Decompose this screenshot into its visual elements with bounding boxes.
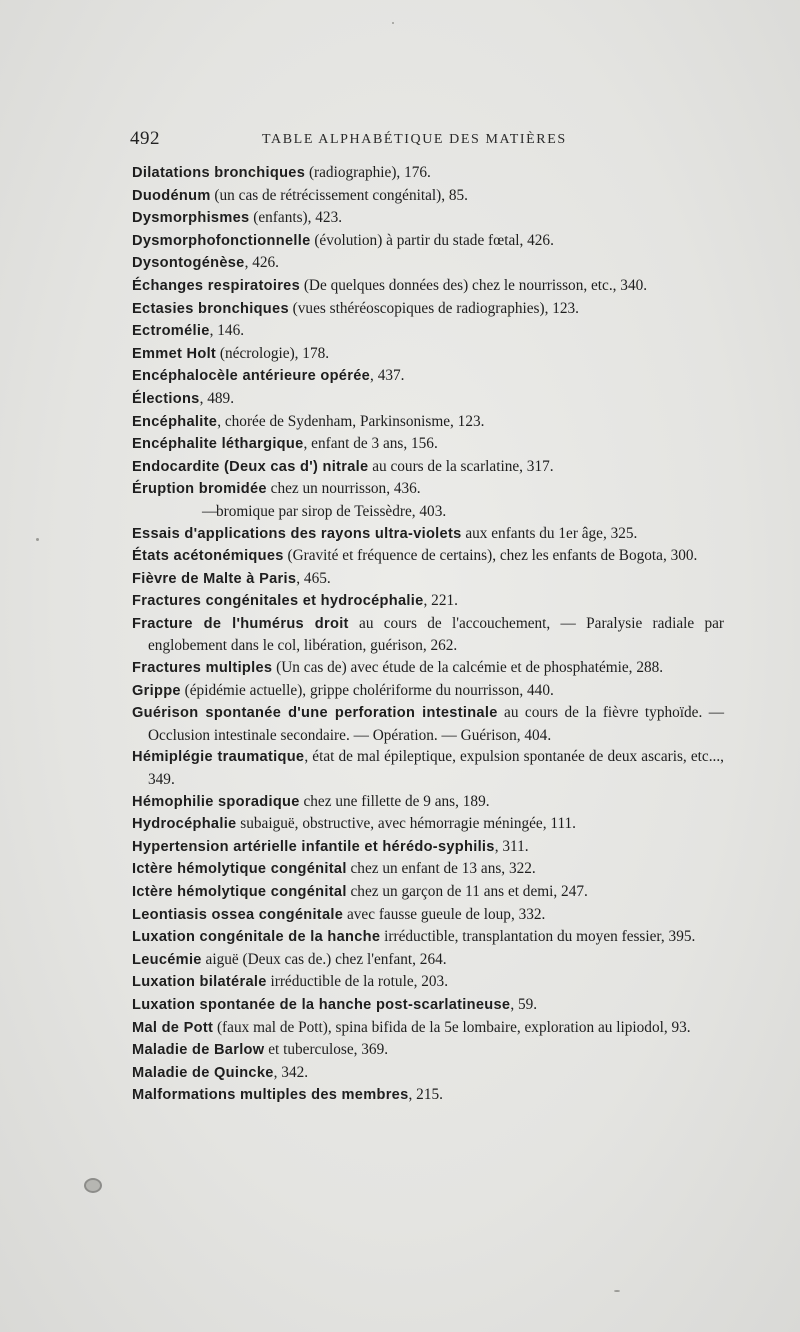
entry-detail: irréductible, transplantation du moyen fessier, 395. xyxy=(380,928,696,946)
entry-detail: au cours de l'accouchement, — Paralysie radiale par englobement dans le col, libération, guérison, 262. xyxy=(148,614,724,655)
index-entry xyxy=(132,433,724,456)
index-entry xyxy=(132,881,724,904)
index-entry xyxy=(132,904,724,927)
index-entry xyxy=(132,702,724,746)
entry-term: Fièvre de Malte à Paris xyxy=(132,570,297,587)
index-entry xyxy=(132,791,724,814)
page-number: 492 xyxy=(130,128,160,149)
entry-term: Ictère hémolytique congénital xyxy=(132,884,347,900)
entry-term: États acétonémiques xyxy=(132,548,284,565)
entry-term: Échanges respiratoires xyxy=(132,277,301,294)
entry-detail: subaiguë, obstructive, avec hémorragie méningée, 111. xyxy=(236,815,576,833)
entry-term: Dilatations bronchiques xyxy=(132,165,306,181)
index-entry xyxy=(132,836,724,859)
index-entry xyxy=(132,590,724,613)
entry-term: Élections xyxy=(132,390,200,407)
entry-detail: , 437. xyxy=(370,367,405,385)
paper-speck xyxy=(392,22,394,24)
index-entry xyxy=(132,1039,724,1062)
index-entry xyxy=(132,320,724,343)
entry-detail: , 342. xyxy=(273,1063,309,1081)
entry-term: Duodénum xyxy=(132,187,211,204)
entry-term: Essais d'applications des rayons ultra-violets xyxy=(132,525,462,542)
entry-detail: , état de mal épileptique, expulsion spontanée de deux ascaris, etc..., 349. xyxy=(148,748,724,789)
entry-detail: chez un nourrisson, 436. xyxy=(266,480,421,498)
entry-detail: , 465. xyxy=(296,569,331,587)
entry-term: Dysmorphofonctionnelle xyxy=(132,232,311,249)
entry-detail: (évolution) à partir du stade fœtal, 426. xyxy=(310,231,554,249)
index-entry xyxy=(132,411,724,434)
entry-detail: (vues sthéréoscopiques de radiographies), 123. xyxy=(288,299,579,317)
entry-term: Grippe xyxy=(132,682,181,699)
entry-term: Encéphalite léthargique xyxy=(132,436,304,453)
entry-term: Endocardite (Deux cas d') nitrale xyxy=(132,458,369,475)
entry-term: Dysmorphismes xyxy=(132,210,250,227)
entry-detail: (enfants), 423. xyxy=(249,209,343,227)
entry-term: Emmet Holt xyxy=(132,345,217,362)
index-entry xyxy=(132,252,724,275)
entry-detail: irréductible de la rotule, 203. xyxy=(266,973,449,991)
entry-detail: et tuberculose, 369. xyxy=(264,1041,389,1059)
entry-detail: au cours de la fièvre typhoïde. — Occlusion intestinale secondaire. — Opération. — Guérison, 404. xyxy=(148,704,724,744)
entry-term: Leontiasis ossea congénitale xyxy=(132,906,344,923)
index-entry xyxy=(132,456,724,479)
entry-term: Maladie de Barlow xyxy=(132,1042,265,1059)
entry-detail: (Un cas de) avec étude de la calcémie et de phosphatémie, 288. xyxy=(272,659,664,677)
entry-term: Luxation congénitale de la hanche xyxy=(132,929,381,946)
entry-term: Guérison spontanée d'une perforation intestinale xyxy=(132,705,498,722)
index-entry xyxy=(132,568,724,591)
entry-term: Leucémie xyxy=(132,951,202,968)
entry-detail: aux enfants du 1er âge, 325. xyxy=(461,524,638,542)
entry-detail: avec fausse gueule de loup, 332. xyxy=(343,905,546,923)
index-entry xyxy=(132,365,724,388)
index-entry xyxy=(132,298,724,321)
entry-term: Maladie de Quincke xyxy=(132,1064,274,1081)
index-entry xyxy=(132,162,724,185)
entry-term: Fracture de l'humérus droit xyxy=(132,615,349,632)
index-entry xyxy=(132,388,724,411)
entry-detail: au cours de la scarlatine, 317. xyxy=(368,457,554,475)
index-entry xyxy=(132,994,724,1017)
ditto-dash: — xyxy=(202,502,218,520)
index-entry xyxy=(132,926,724,949)
index-entry xyxy=(132,523,724,546)
entry-detail: , 489. xyxy=(199,389,235,407)
paper-speck xyxy=(614,1290,620,1292)
index-entry xyxy=(132,971,724,994)
entry-term: Malformations multiples des membres xyxy=(132,1087,409,1104)
entry-detail: aiguë (Deux cas de.) chez l'enfant, 264. xyxy=(201,950,447,968)
index-list xyxy=(132,162,724,1107)
entry-detail: , enfant de 3 ans, 156. xyxy=(303,435,438,453)
entry-term: Fractures multiples xyxy=(132,660,273,677)
index-entry xyxy=(132,185,724,208)
entry-detail: (Gravité et fréquence de certains), chez les enfants de Bogota, 300. xyxy=(283,547,698,565)
entry-term: Dysontogénèse xyxy=(132,255,245,272)
entry-term: Éruption bromidée xyxy=(132,481,267,498)
entry-term: Hémophilie sporadique xyxy=(132,793,300,810)
index-entry xyxy=(132,858,724,881)
entry-term: Encéphalite xyxy=(132,413,218,430)
index-entry xyxy=(132,949,724,972)
page-title: TABLE ALPHABÉTIQUE DES MATIÈRES xyxy=(262,132,567,147)
entry-detail: (faux mal de Pott), spina bifida de la 5e lombaire, exploration au lipiodol, 93. xyxy=(213,1018,691,1036)
index-entry xyxy=(132,501,724,523)
entry-term: Luxation spontanée de la hanche post-scarlatineuse xyxy=(132,996,511,1013)
index-entry xyxy=(132,680,724,703)
entry-term: Hydrocéphalie xyxy=(132,816,237,833)
entry-detail: , 215. xyxy=(408,1086,443,1104)
index-entry xyxy=(132,657,724,680)
entry-term: Hémiplégie traumatique xyxy=(132,749,305,766)
entry-detail: (De quelques données des) chez le nourrisson, etc., 340. xyxy=(300,276,648,294)
entry-detail: (épidémie actuelle), grippe cholériforme du nourrisson, 440. xyxy=(180,681,554,699)
index-entry xyxy=(132,545,724,568)
index-entry xyxy=(132,813,724,836)
paper-speck xyxy=(36,538,39,541)
entry-detail: chez une fillette de 9 ans, 189. xyxy=(299,792,490,810)
index-entry xyxy=(132,478,724,501)
entry-term: Ectromélie xyxy=(132,323,210,340)
entry-detail: , 59. xyxy=(510,995,538,1013)
index-entry xyxy=(132,207,724,230)
index-entry xyxy=(132,1062,724,1085)
index-entry xyxy=(132,343,724,366)
running-head xyxy=(130,128,720,156)
entry-detail: bromique par sirop de Teissèdre, 403. xyxy=(216,502,447,520)
entry-detail: chez un garçon de 11 ans et demi, 247. xyxy=(346,883,588,900)
entry-term: Mal de Pott xyxy=(132,1019,214,1036)
entry-term: Fractures congénitales et hydrocéphalie xyxy=(132,593,424,610)
entry-detail: (radiographie), 176. xyxy=(305,164,431,181)
entry-term: Luxation bilatérale xyxy=(132,974,267,991)
entry-term: Encéphalocèle antérieure opérée xyxy=(132,368,371,385)
entry-detail: chez un enfant de 13 ans, 322. xyxy=(346,860,536,878)
entry-term: Ictère hémolytique congénital xyxy=(132,861,347,878)
entry-detail: (nécrologie), 178. xyxy=(216,344,330,362)
entry-detail: , 311. xyxy=(494,837,529,855)
index-entry xyxy=(132,1084,724,1107)
ink-blot-mark xyxy=(84,1178,102,1193)
index-entry xyxy=(132,613,724,657)
entry-detail: , chorée de Sydenham, Parkinsonisme, 123. xyxy=(217,412,485,430)
index-entry xyxy=(132,275,724,298)
index-entry xyxy=(132,1017,724,1040)
entry-term: Hypertension artérielle infantile et hérédo-syphilis xyxy=(132,838,495,855)
index-entry xyxy=(132,230,724,253)
entry-term: Ectasies bronchiques xyxy=(132,300,289,317)
entry-detail: (un cas de rétrécissement congénital), 85. xyxy=(210,186,469,204)
entry-detail: , 426. xyxy=(244,254,279,272)
index-entry xyxy=(132,746,724,790)
entry-detail: , 146. xyxy=(209,322,245,340)
entry-detail: , 221. xyxy=(423,592,458,610)
